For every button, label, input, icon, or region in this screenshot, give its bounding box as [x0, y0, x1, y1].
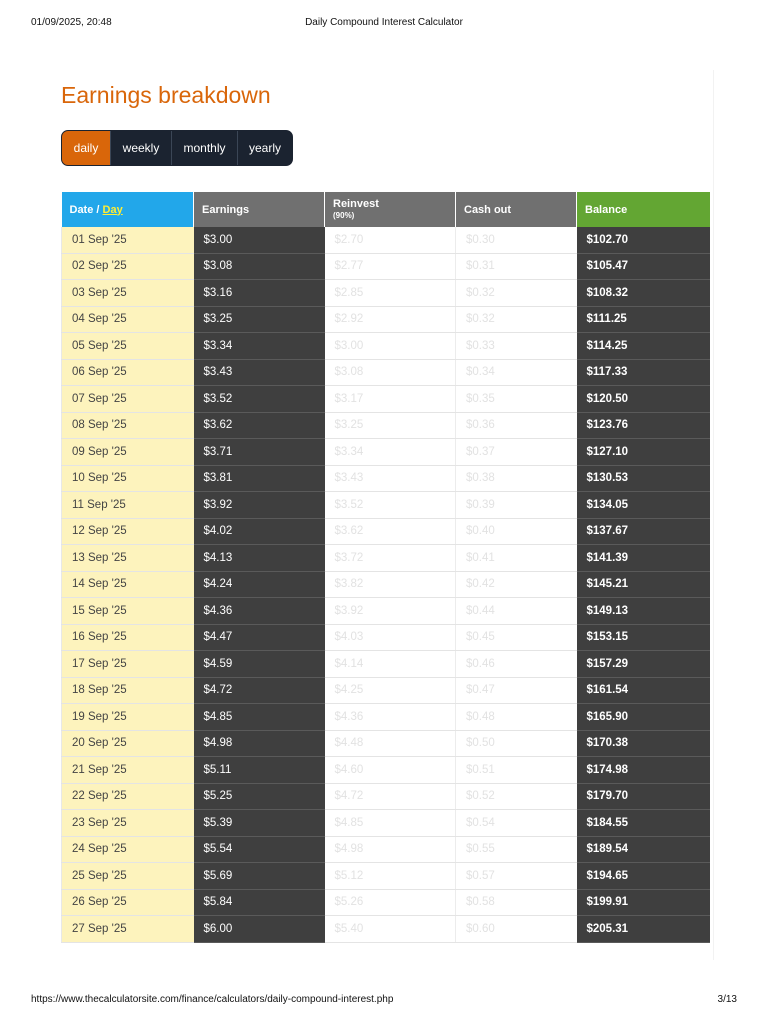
- balance-cell: $105.47: [577, 253, 710, 280]
- balance-cell: $179.70: [577, 783, 710, 810]
- cash-out-cell: $0.41: [456, 545, 577, 572]
- balance-cell: $134.05: [577, 492, 710, 519]
- reinvest-cell: $4.85: [325, 810, 456, 837]
- date-cell: 24 Sep '25: [62, 836, 194, 863]
- earnings-cell: $3.25: [194, 306, 325, 333]
- cash-out-cell: $0.38: [456, 465, 577, 492]
- balance-cell: $111.25: [577, 306, 710, 333]
- table-row: [62, 545, 710, 572]
- balance-cell: $165.90: [577, 704, 710, 731]
- table-row: [62, 704, 710, 731]
- earnings-cell: $3.62: [194, 412, 325, 439]
- balance-cell: $137.67: [577, 518, 710, 545]
- cash-out-cell: $0.36: [456, 412, 577, 439]
- reinvest-cell: $5.26: [325, 889, 456, 916]
- date-cell: 11 Sep '25: [62, 492, 194, 519]
- earnings-cell: $4.02: [194, 518, 325, 545]
- earnings-breakdown-table: [61, 192, 710, 943]
- reinvest-cell: $3.17: [325, 386, 456, 413]
- reinvest-cell: $2.85: [325, 280, 456, 307]
- table-row: [62, 227, 710, 253]
- reinvest-cell: $4.60: [325, 757, 456, 784]
- reinvest-cell: $4.25: [325, 677, 456, 704]
- date-cell: 22 Sep '25: [62, 783, 194, 810]
- earnings-cell: $5.25: [194, 783, 325, 810]
- earnings-cell: $6.00: [194, 916, 325, 943]
- reinvest-cell: $5.40: [325, 916, 456, 943]
- table-row: [62, 412, 710, 439]
- balance-cell: $205.31: [577, 916, 710, 943]
- table-row: [62, 916, 710, 943]
- earnings-cell: $3.71: [194, 439, 325, 466]
- print-url: https://www.thecalculatorsite.com/finance/calculators/daily-compound-interest.php: [31, 994, 394, 1005]
- tab-yearly[interactable]: yearly: [237, 131, 292, 165]
- earnings-cell: $3.81: [194, 465, 325, 492]
- reinvest-cell: $2.77: [325, 253, 456, 280]
- table-row: [62, 359, 710, 386]
- print-footer: [31, 994, 737, 1008]
- cash-out-cell: $0.33: [456, 333, 577, 360]
- earnings-cell: $4.36: [194, 598, 325, 625]
- table-row: [62, 465, 710, 492]
- print-timestamp: 01/09/2025, 20:48: [31, 17, 112, 28]
- column-header-balance: Balance: [577, 192, 710, 227]
- earnings-cell: $5.54: [194, 836, 325, 863]
- column-header-date: [62, 192, 194, 227]
- reinvest-cell: $4.36: [325, 704, 456, 731]
- date-cell: 19 Sep '25: [62, 704, 194, 731]
- earnings-cell: $4.72: [194, 677, 325, 704]
- cash-out-cell: $0.55: [456, 836, 577, 863]
- date-cell: 08 Sep '25: [62, 412, 194, 439]
- earnings-cell: $4.98: [194, 730, 325, 757]
- print-page-number: 3/13: [717, 994, 737, 1005]
- balance-cell: $199.91: [577, 889, 710, 916]
- date-header-label: Date /: [69, 203, 100, 216]
- reinvest-cell: $3.08: [325, 359, 456, 386]
- tab-monthly[interactable]: monthly: [171, 131, 237, 165]
- cash-out-cell: $0.57: [456, 863, 577, 890]
- column-header-earnings: Earnings: [194, 192, 325, 227]
- date-cell: 01 Sep '25: [62, 227, 194, 253]
- table-row: [62, 571, 710, 598]
- date-cell: 07 Sep '25: [62, 386, 194, 413]
- date-cell: 12 Sep '25: [62, 518, 194, 545]
- date-cell: 27 Sep '25: [62, 916, 194, 943]
- date-cell: 02 Sep '25: [62, 253, 194, 280]
- earnings-cell: $3.34: [194, 333, 325, 360]
- reinvest-cell: $3.82: [325, 571, 456, 598]
- table-row: [62, 836, 710, 863]
- balance-cell: $194.65: [577, 863, 710, 890]
- cash-out-cell: $0.32: [456, 280, 577, 307]
- balance-cell: $153.15: [577, 624, 710, 651]
- date-cell: 23 Sep '25: [62, 810, 194, 837]
- earnings-cell: $5.69: [194, 863, 325, 890]
- cash-out-cell: $0.35: [456, 386, 577, 413]
- cash-out-cell: $0.45: [456, 624, 577, 651]
- balance-cell: $161.54: [577, 677, 710, 704]
- date-cell: 06 Sep '25: [62, 359, 194, 386]
- column-header-cash-out: Cash out: [456, 192, 577, 227]
- balance-cell: $117.33: [577, 359, 710, 386]
- print-document-title: Daily Compound Interest Calculator: [305, 17, 463, 28]
- reinvest-header-percent: (90%): [333, 210, 355, 220]
- balance-cell: $141.39: [577, 545, 710, 572]
- date-cell: 13 Sep '25: [62, 545, 194, 572]
- date-cell: 09 Sep '25: [62, 439, 194, 466]
- balance-cell: $149.13: [577, 598, 710, 625]
- reinvest-cell: $3.52: [325, 492, 456, 519]
- date-cell: 04 Sep '25: [62, 306, 194, 333]
- period-tabs: [61, 130, 293, 166]
- table-row: [62, 598, 710, 625]
- date-cell: 14 Sep '25: [62, 571, 194, 598]
- cash-out-cell: $0.39: [456, 492, 577, 519]
- cash-out-cell: $0.34: [456, 359, 577, 386]
- table-row: [62, 889, 710, 916]
- reinvest-cell: $3.72: [325, 545, 456, 572]
- table-row: [62, 280, 710, 307]
- table-row: [62, 677, 710, 704]
- cash-out-cell: $0.52: [456, 783, 577, 810]
- reinvest-cell: $4.03: [325, 624, 456, 651]
- content-divider: [713, 70, 714, 960]
- cash-out-cell: $0.46: [456, 651, 577, 678]
- table-header-row: [62, 192, 710, 227]
- reinvest-header-label: Reinvest: [333, 197, 379, 210]
- table-row: [62, 518, 710, 545]
- column-header-reinvest: [325, 192, 456, 227]
- reinvest-cell: $5.12: [325, 863, 456, 890]
- cash-out-cell: $0.37: [456, 439, 577, 466]
- earnings-cell: $3.16: [194, 280, 325, 307]
- reinvest-cell: $4.72: [325, 783, 456, 810]
- date-cell: 20 Sep '25: [62, 730, 194, 757]
- balance-cell: $114.25: [577, 333, 710, 360]
- balance-cell: $157.29: [577, 651, 710, 678]
- print-header: [31, 17, 737, 31]
- earnings-cell: $4.24: [194, 571, 325, 598]
- day-sort-link[interactable]: Day: [102, 203, 123, 216]
- table-row: [62, 863, 710, 890]
- table-row: [62, 651, 710, 678]
- cash-out-cell: $0.60: [456, 916, 577, 943]
- date-cell: 05 Sep '25: [62, 333, 194, 360]
- table-row: [62, 810, 710, 837]
- section-heading: Earnings breakdown: [61, 82, 271, 108]
- balance-cell: $184.55: [577, 810, 710, 837]
- earnings-cell: $3.43: [194, 359, 325, 386]
- reinvest-cell: $3.62: [325, 518, 456, 545]
- balance-cell: $174.98: [577, 757, 710, 784]
- cash-out-cell: $0.54: [456, 810, 577, 837]
- date-cell: 18 Sep '25: [62, 677, 194, 704]
- table-row: [62, 386, 710, 413]
- date-cell: 16 Sep '25: [62, 624, 194, 651]
- earnings-cell: $5.11: [194, 757, 325, 784]
- balance-cell: $189.54: [577, 836, 710, 863]
- cash-out-cell: $0.40: [456, 518, 577, 545]
- earnings-cell: $3.08: [194, 253, 325, 280]
- earnings-cell: $4.59: [194, 651, 325, 678]
- cash-out-cell: $0.42: [456, 571, 577, 598]
- reinvest-cell: $3.43: [325, 465, 456, 492]
- reinvest-cell: $2.92: [325, 306, 456, 333]
- cash-out-cell: $0.50: [456, 730, 577, 757]
- cash-out-cell: $0.47: [456, 677, 577, 704]
- reinvest-cell: $2.70: [325, 227, 456, 253]
- cash-out-cell: $0.31: [456, 253, 577, 280]
- reinvest-cell: $3.25: [325, 412, 456, 439]
- table-row: [62, 757, 710, 784]
- earnings-cell: $3.52: [194, 386, 325, 413]
- balance-cell: $127.10: [577, 439, 710, 466]
- date-cell: 21 Sep '25: [62, 757, 194, 784]
- table-row: [62, 333, 710, 360]
- table-body: [62, 227, 710, 942]
- earnings-cell: $3.00: [194, 227, 325, 253]
- tab-weekly[interactable]: weekly: [110, 131, 171, 165]
- date-cell: 17 Sep '25: [62, 651, 194, 678]
- table-row: [62, 439, 710, 466]
- earnings-cell: $5.39: [194, 810, 325, 837]
- table-row: [62, 624, 710, 651]
- date-cell: 10 Sep '25: [62, 465, 194, 492]
- balance-cell: $145.21: [577, 571, 710, 598]
- balance-cell: $108.32: [577, 280, 710, 307]
- balance-cell: $123.76: [577, 412, 710, 439]
- earnings-cell: $4.47: [194, 624, 325, 651]
- cash-out-cell: $0.58: [456, 889, 577, 916]
- cash-out-cell: $0.51: [456, 757, 577, 784]
- reinvest-cell: $4.48: [325, 730, 456, 757]
- balance-cell: $120.50: [577, 386, 710, 413]
- earnings-cell: $5.84: [194, 889, 325, 916]
- reinvest-cell: $4.98: [325, 836, 456, 863]
- table-row: [62, 306, 710, 333]
- cash-out-cell: $0.48: [456, 704, 577, 731]
- reinvest-cell: $3.00: [325, 333, 456, 360]
- table-row: [62, 730, 710, 757]
- reinvest-cell: $3.92: [325, 598, 456, 625]
- date-cell: 26 Sep '25: [62, 889, 194, 916]
- date-cell: 25 Sep '25: [62, 863, 194, 890]
- cash-out-cell: $0.32: [456, 306, 577, 333]
- cash-out-cell: $0.30: [456, 227, 577, 253]
- tab-daily[interactable]: daily: [62, 131, 110, 165]
- earnings-cell: $3.92: [194, 492, 325, 519]
- balance-cell: $130.53: [577, 465, 710, 492]
- table-row: [62, 253, 710, 280]
- earnings-cell: $4.85: [194, 704, 325, 731]
- cash-out-cell: $0.44: [456, 598, 577, 625]
- reinvest-cell: $4.14: [325, 651, 456, 678]
- balance-cell: $170.38: [577, 730, 710, 757]
- earnings-cell: $4.13: [194, 545, 325, 572]
- balance-cell: $102.70: [577, 227, 710, 253]
- reinvest-cell: $3.34: [325, 439, 456, 466]
- date-cell: 03 Sep '25: [62, 280, 194, 307]
- date-cell: 15 Sep '25: [62, 598, 194, 625]
- table-row: [62, 492, 710, 519]
- table-row: [62, 783, 710, 810]
